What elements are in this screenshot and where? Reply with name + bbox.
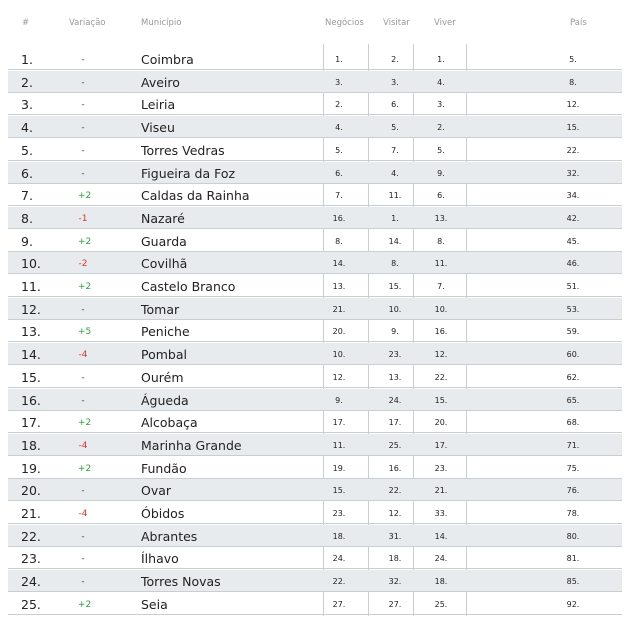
table-row[interactable] bbox=[8, 298, 622, 320]
table-row[interactable] bbox=[8, 116, 622, 138]
variacao-cell: - bbox=[81, 145, 85, 156]
negocios-cell: 18. bbox=[332, 531, 346, 541]
variacao-cell: - bbox=[81, 486, 85, 497]
rank-cell: 23. bbox=[21, 551, 41, 567]
pais-cell: 62. bbox=[566, 372, 580, 382]
header-negocios[interactable]: Negócios bbox=[325, 18, 364, 28]
rank-cell: 1. bbox=[21, 52, 33, 67]
pais-cell: 32. bbox=[566, 168, 580, 178]
visitar-cell: 12. bbox=[388, 509, 402, 518]
pais-cell: 81. bbox=[566, 554, 580, 564]
viver-cell: 8. bbox=[437, 236, 445, 246]
table-header bbox=[0, 0, 627, 48]
viver-cell: 25. bbox=[434, 599, 448, 609]
rank-cell: 20. bbox=[21, 483, 41, 499]
rank-cell: 9. bbox=[21, 233, 33, 249]
variacao-cell: +2 bbox=[78, 236, 92, 247]
municipio-cell: Guarda bbox=[141, 233, 187, 249]
pais-cell: 34. bbox=[566, 191, 580, 201]
header-pais[interactable]: País bbox=[570, 18, 587, 28]
municipio-cell: Tomar bbox=[141, 301, 180, 317]
visitar-cell: 18. bbox=[388, 554, 402, 564]
negocios-cell: 2. bbox=[335, 100, 343, 110]
visitar-cell: 13. bbox=[388, 372, 402, 382]
pais-cell: 53. bbox=[566, 304, 580, 314]
table-row[interactable] bbox=[8, 434, 622, 456]
municipio-cell: Ovar bbox=[141, 483, 172, 499]
municipio-cell: Torres Vedras bbox=[141, 142, 225, 158]
table-row[interactable] bbox=[8, 570, 622, 592]
negocios-cell: 27. bbox=[332, 599, 346, 609]
variacao-cell: +2 bbox=[78, 463, 92, 474]
pais-cell: 59. bbox=[566, 327, 580, 337]
visitar-cell: 27. bbox=[388, 599, 402, 609]
header-municipio[interactable]: Município bbox=[141, 18, 182, 28]
viver-cell: 33. bbox=[434, 509, 448, 518]
variacao-cell: - bbox=[81, 554, 85, 565]
variacao-cell: -4 bbox=[78, 350, 88, 361]
variacao-cell: +2 bbox=[78, 191, 92, 202]
variacao-cell: - bbox=[81, 55, 85, 65]
header-visitar[interactable]: Visitar bbox=[383, 18, 410, 28]
municipio-cell: Ourém bbox=[141, 369, 184, 385]
visitar-cell: 5. bbox=[391, 123, 399, 133]
viver-cell: 20. bbox=[434, 418, 448, 428]
negocios-cell: 24. bbox=[332, 554, 346, 564]
table-row[interactable] bbox=[8, 162, 622, 184]
table-row[interactable] bbox=[8, 411, 622, 433]
viver-cell: 4. bbox=[437, 77, 445, 87]
table-row[interactable] bbox=[8, 366, 622, 388]
pais-cell: 75. bbox=[566, 463, 580, 473]
table-row[interactable] bbox=[8, 275, 622, 297]
negocios-cell: 16. bbox=[332, 213, 346, 223]
rank-cell: 14. bbox=[21, 347, 41, 363]
negocios-cell: 9. bbox=[335, 395, 343, 405]
visitar-cell: 22. bbox=[388, 486, 402, 496]
rank-cell: 15. bbox=[21, 369, 41, 385]
rank-cell: 7. bbox=[21, 188, 33, 204]
table-row[interactable] bbox=[8, 389, 622, 411]
negocios-cell: 8. bbox=[335, 236, 343, 246]
header-variacao[interactable]: Variação bbox=[69, 18, 106, 28]
municipio-cell: Figueira da Foz bbox=[141, 165, 236, 181]
municipio-cell: Alcobaça bbox=[141, 415, 198, 431]
visitar-cell: 25. bbox=[388, 440, 402, 450]
municipio-cell: Torres Novas bbox=[141, 574, 221, 590]
pais-cell: 65. bbox=[566, 395, 580, 405]
negocios-cell: 7. bbox=[335, 191, 343, 201]
rank-cell: 10. bbox=[21, 256, 41, 272]
municipio-cell: Castelo Branco bbox=[141, 279, 236, 294]
negocios-cell: 12. bbox=[332, 372, 346, 382]
visitar-cell: 1. bbox=[391, 213, 399, 223]
rank-cell: 16. bbox=[21, 392, 41, 408]
municipio-cell: Peniche bbox=[141, 324, 190, 340]
rank-cell: 13. bbox=[21, 324, 41, 340]
negocios-cell: 21. bbox=[332, 304, 346, 314]
table-row[interactable] bbox=[8, 525, 622, 547]
variacao-cell: +2 bbox=[78, 282, 92, 292]
rank-cell: 6. bbox=[21, 165, 33, 181]
negocios-cell: 20. bbox=[332, 327, 346, 337]
visitar-cell: 9. bbox=[391, 327, 399, 337]
variacao-cell: +2 bbox=[78, 599, 92, 610]
header-viver[interactable]: Viver bbox=[434, 18, 456, 28]
municipio-cell: Caldas da Rainha bbox=[141, 188, 250, 204]
municipio-cell: Aveiro bbox=[141, 74, 180, 90]
municipio-cell: Pombal bbox=[141, 347, 187, 363]
rank-cell: 24. bbox=[21, 574, 41, 590]
pais-cell: 12. bbox=[566, 100, 580, 110]
viver-cell: 21. bbox=[434, 486, 448, 496]
pais-cell: 22. bbox=[566, 145, 580, 155]
pais-cell: 78. bbox=[566, 509, 580, 518]
header-rank[interactable]: # bbox=[22, 18, 30, 28]
pais-cell: 5. bbox=[569, 55, 577, 64]
negocios-cell: 19. bbox=[332, 463, 346, 473]
rank-cell: 8. bbox=[21, 210, 33, 226]
table-row[interactable] bbox=[8, 320, 622, 342]
rank-cell: 5. bbox=[21, 142, 33, 158]
visitar-cell: 14. bbox=[388, 236, 402, 246]
viver-cell: 15. bbox=[434, 395, 448, 405]
negocios-cell: 6. bbox=[335, 168, 343, 178]
table-row[interactable] bbox=[8, 207, 622, 229]
pais-cell: 51. bbox=[566, 282, 580, 291]
table-row[interactable] bbox=[8, 252, 622, 274]
variacao-cell: -2 bbox=[78, 259, 88, 270]
variacao-cell: - bbox=[81, 100, 85, 111]
pais-cell: 92. bbox=[566, 599, 580, 609]
viver-cell: 2. bbox=[437, 123, 445, 133]
negocios-cell: 11. bbox=[332, 440, 346, 450]
pais-cell: 71. bbox=[566, 440, 580, 450]
variacao-cell: +5 bbox=[78, 327, 92, 338]
table-row[interactable] bbox=[8, 93, 622, 115]
variacao-cell: -4 bbox=[78, 509, 88, 519]
visitar-cell: 10. bbox=[388, 304, 402, 314]
visitar-cell: 2. bbox=[391, 55, 399, 64]
municipio-cell: Leiria bbox=[141, 97, 176, 113]
pais-cell: 15. bbox=[566, 123, 580, 133]
municipio-cell: Águeda bbox=[141, 392, 189, 408]
pais-cell: 60. bbox=[566, 350, 580, 360]
variacao-cell: +2 bbox=[78, 418, 92, 429]
variacao-cell: - bbox=[81, 304, 85, 315]
viver-cell: 22. bbox=[434, 372, 448, 382]
table-row[interactable] bbox=[8, 48, 622, 70]
rank-cell: 25. bbox=[21, 596, 41, 612]
municipio-cell: Óbidos bbox=[141, 506, 185, 521]
municipio-cell: Covilhã bbox=[141, 256, 188, 272]
rank-cell: 3. bbox=[21, 97, 33, 113]
viver-cell: 11. bbox=[434, 259, 448, 269]
rank-cell: 17. bbox=[21, 415, 41, 431]
variacao-cell: - bbox=[81, 77, 85, 88]
viver-cell: 12. bbox=[434, 350, 448, 360]
visitar-cell: 8. bbox=[391, 259, 399, 269]
rank-cell: 21. bbox=[21, 506, 41, 521]
visitar-cell: 32. bbox=[388, 577, 402, 587]
visitar-cell: 11. bbox=[388, 191, 402, 201]
table-row[interactable] bbox=[8, 139, 622, 161]
visitar-cell: 15. bbox=[388, 282, 402, 291]
viver-cell: 3. bbox=[437, 100, 445, 110]
table-row[interactable] bbox=[8, 184, 622, 206]
negocios-cell: 1. bbox=[335, 55, 343, 64]
table-row[interactable] bbox=[8, 547, 622, 569]
negocios-cell: 14. bbox=[332, 259, 346, 269]
rank-cell: 19. bbox=[21, 460, 41, 476]
pais-cell: 46. bbox=[566, 259, 580, 269]
visitar-cell: 7. bbox=[391, 145, 399, 155]
negocios-cell: 4. bbox=[335, 123, 343, 133]
negocios-cell: 10. bbox=[332, 350, 346, 360]
table-row[interactable] bbox=[8, 457, 622, 479]
municipio-cell: Nazaré bbox=[141, 210, 185, 226]
variacao-cell: - bbox=[81, 168, 85, 179]
table-row[interactable] bbox=[8, 502, 622, 524]
municipio-cell: Seia bbox=[141, 596, 168, 612]
negocios-cell: 15. bbox=[332, 486, 346, 496]
municipio-cell: Viseu bbox=[141, 120, 175, 136]
municipio-cell: Fundão bbox=[141, 460, 187, 476]
visitar-cell: 6. bbox=[391, 100, 399, 110]
viver-cell: 14. bbox=[434, 531, 448, 541]
pais-cell: 45. bbox=[566, 236, 580, 246]
variacao-cell: -4 bbox=[78, 440, 88, 451]
pais-cell: 80. bbox=[566, 531, 580, 541]
table-row[interactable] bbox=[8, 71, 622, 93]
pais-cell: 42. bbox=[566, 213, 580, 223]
viver-cell: 5. bbox=[437, 145, 445, 155]
rank-cell: 2. bbox=[21, 74, 33, 90]
rank-cell: 22. bbox=[21, 528, 41, 544]
pais-cell: 68. bbox=[566, 418, 580, 428]
negocios-cell: 22. bbox=[332, 577, 346, 587]
municipio-cell: Ílhavo bbox=[141, 551, 179, 567]
viver-cell: 17. bbox=[434, 440, 448, 450]
pais-cell: 8. bbox=[569, 77, 577, 87]
variacao-cell: - bbox=[81, 531, 85, 542]
rank-cell: 18. bbox=[21, 437, 41, 453]
viver-cell: 24. bbox=[434, 554, 448, 564]
municipio-cell: Abrantes bbox=[141, 528, 198, 544]
viver-cell: 13. bbox=[434, 213, 448, 223]
visitar-cell: 31. bbox=[388, 531, 402, 541]
municipio-cell: Coimbra bbox=[141, 52, 194, 67]
variacao-cell: - bbox=[81, 123, 85, 134]
negocios-cell: 13. bbox=[332, 282, 346, 291]
table-row[interactable] bbox=[8, 343, 622, 365]
negocios-cell: 17. bbox=[332, 418, 346, 428]
negocios-cell: 3. bbox=[335, 77, 343, 87]
viver-cell: 1. bbox=[437, 55, 445, 64]
viver-cell: 18. bbox=[434, 577, 448, 587]
visitar-cell: 4. bbox=[391, 168, 399, 178]
viver-cell: 16. bbox=[434, 327, 448, 337]
rank-cell: 11. bbox=[21, 279, 41, 294]
visitar-cell: 23. bbox=[388, 350, 402, 360]
table-row[interactable] bbox=[8, 593, 622, 615]
visitar-cell: 3. bbox=[391, 77, 399, 87]
negocios-cell: 5. bbox=[335, 145, 343, 155]
table-row[interactable] bbox=[8, 479, 622, 501]
viver-cell: 7. bbox=[437, 282, 445, 291]
viver-cell: 23. bbox=[434, 463, 448, 473]
pais-cell: 76. bbox=[566, 486, 580, 496]
variacao-cell: - bbox=[81, 372, 85, 383]
variacao-cell: - bbox=[81, 395, 85, 406]
rank-cell: 4. bbox=[21, 120, 33, 136]
viver-cell: 6. bbox=[437, 191, 445, 201]
municipio-cell: Marinha Grande bbox=[141, 437, 242, 453]
viver-cell: 10. bbox=[434, 304, 448, 314]
visitar-cell: 24. bbox=[388, 395, 402, 405]
visitar-cell: 17. bbox=[388, 418, 402, 428]
rank-cell: 12. bbox=[21, 301, 41, 317]
variacao-cell: - bbox=[81, 577, 85, 588]
variacao-cell: -1 bbox=[78, 213, 88, 224]
visitar-cell: 16. bbox=[388, 463, 402, 473]
pais-cell: 85. bbox=[566, 577, 580, 587]
table-row[interactable] bbox=[8, 230, 622, 252]
viver-cell: 9. bbox=[437, 168, 445, 178]
negocios-cell: 23. bbox=[332, 509, 346, 518]
